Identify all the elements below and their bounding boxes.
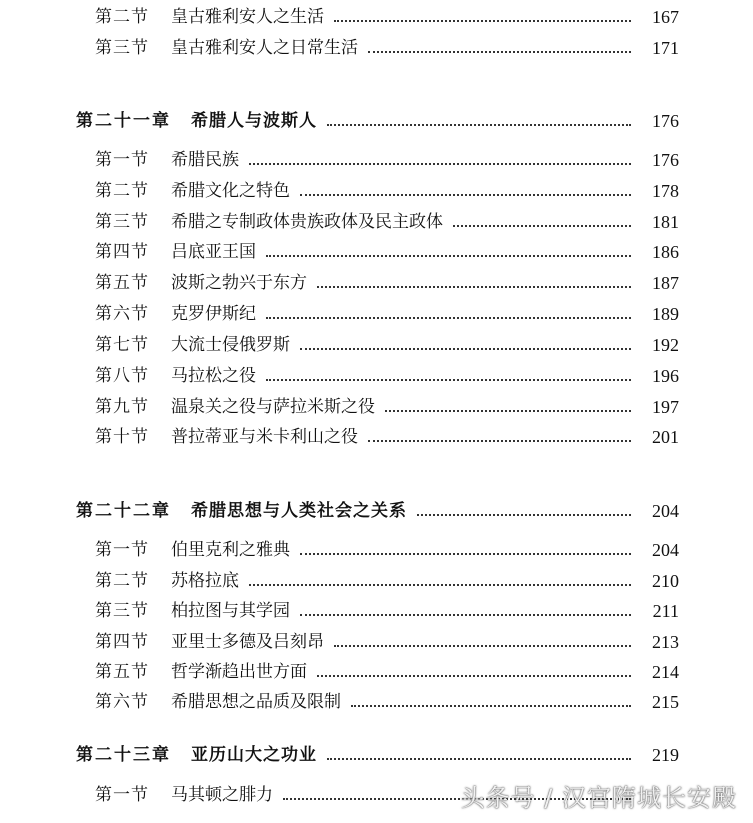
toc-section-row: [0, 627, 753, 653]
section-label: 第四节: [95, 242, 149, 262]
section-title: 希腊民族: [171, 150, 239, 170]
toc-chapter-row: [0, 106, 753, 132]
page-number: 176: [652, 150, 679, 170]
dot-leader: [368, 439, 631, 442]
toc-section-row: [0, 299, 753, 325]
dot-leader: [368, 50, 631, 53]
dot-leader: [317, 674, 631, 677]
dot-leader: [266, 254, 631, 257]
section-title: 希腊思想之品质及限制: [171, 692, 341, 712]
toc-section-row: [0, 535, 753, 561]
dot-leader: [334, 644, 631, 647]
section-label: 第三节: [95, 212, 149, 232]
toc-section-row: [0, 176, 753, 202]
section-label: 第二节: [95, 571, 149, 591]
page-number: 192: [652, 335, 679, 355]
section-label: 第五节: [95, 662, 149, 682]
watermark-text: 头条号 / 汉宫隋城长安殿: [460, 784, 737, 812]
dot-leader: [300, 347, 631, 350]
section-title: 普拉蒂亚与米卡利山之役: [171, 427, 358, 447]
section-label: 第三节: [95, 601, 149, 621]
dot-leader: [334, 19, 631, 22]
page-number: 204: [652, 540, 679, 560]
page-number: 211: [652, 601, 679, 621]
chapter-title: 亚历山大之功业: [191, 745, 317, 765]
section-label: 第一节: [95, 150, 149, 170]
section-title: 希腊文化之特色: [171, 181, 290, 201]
section-label: 第十节: [95, 427, 149, 447]
chapter-label: 第二十一章: [76, 111, 171, 131]
section-label: 第一节: [95, 785, 149, 805]
toc-section-row: [0, 237, 753, 263]
toc-section-row: [0, 330, 753, 356]
section-label: 第七节: [95, 335, 149, 355]
page-number: 201: [652, 427, 679, 447]
page-number: 196: [652, 366, 679, 386]
page-number: 215: [652, 692, 679, 712]
section-title: 吕底亚王国: [171, 242, 256, 262]
dot-leader: [249, 162, 631, 165]
section-title: 克罗伊斯纪: [171, 304, 256, 324]
chapter-title: 希腊人与波斯人: [191, 111, 317, 131]
section-title: 皇古雅利安人之生活: [171, 7, 324, 27]
dot-leader: [266, 316, 631, 319]
section-title: 波斯之勃兴于东方: [171, 273, 307, 293]
toc-section-row: [0, 361, 753, 387]
toc-chapter-row: [0, 496, 753, 522]
page-number: 219: [652, 745, 679, 765]
section-title: 温泉关之役与萨拉米斯之役: [171, 397, 375, 417]
toc-section-row: [0, 268, 753, 294]
dot-leader: [300, 613, 631, 616]
page-number: 214: [652, 662, 679, 682]
section-title: 希腊之专制政体贵族政体及民主政体: [171, 212, 443, 232]
section-label: 第六节: [95, 304, 149, 324]
dot-leader: [249, 583, 631, 586]
section-title: 伯里克利之雅典: [171, 540, 290, 560]
toc-section-row: [0, 596, 753, 622]
section-title: 苏格拉底: [171, 571, 239, 591]
page-number: 167: [652, 7, 679, 27]
toc-section-row: [0, 145, 753, 171]
dot-leader: [300, 552, 631, 555]
page-number: 213: [652, 632, 679, 652]
toc-section-row: [0, 566, 753, 592]
section-label: 第九节: [95, 397, 149, 417]
toc-section-row: [0, 687, 753, 713]
page-number: 186: [652, 242, 679, 262]
dot-leader: [300, 193, 631, 196]
dot-leader: [317, 285, 631, 288]
section-title: 皇古雅利安人之日常生活: [171, 38, 358, 58]
section-label: 第四节: [95, 632, 149, 652]
dot-leader: [327, 123, 631, 126]
toc-section-row: [0, 207, 753, 233]
section-title: 大流士侵俄罗斯: [171, 335, 290, 355]
section-label: 第二节: [95, 181, 149, 201]
toc-chapter-row: [0, 740, 753, 766]
section-label: 第八节: [95, 366, 149, 386]
page-number: 176: [652, 111, 679, 131]
dot-leader: [417, 513, 631, 516]
page-number: 197: [652, 397, 679, 417]
page-number: 181: [652, 212, 679, 232]
toc-section-row: [0, 2, 753, 28]
page-number: 189: [652, 304, 679, 324]
page-number: 187: [652, 273, 679, 293]
page-number: 210: [652, 571, 679, 591]
dot-leader: [385, 409, 631, 412]
toc-section-row: [0, 33, 753, 59]
section-label: 第六节: [95, 692, 149, 712]
dot-leader: [266, 378, 631, 381]
page-number: 178: [652, 181, 679, 201]
section-label: 第一节: [95, 540, 149, 560]
dot-leader: [327, 757, 631, 760]
chapter-title: 希腊思想与人类社会之关系: [191, 501, 407, 521]
section-label: 第五节: [95, 273, 149, 293]
dot-leader: [351, 704, 631, 707]
section-title: 马其顿之腓力: [171, 785, 273, 805]
section-title: 马拉松之役: [171, 366, 256, 386]
chapter-label: 第二十二章: [76, 501, 171, 521]
section-title: 柏拉图与其学园: [171, 601, 290, 621]
toc-section-row: [0, 657, 753, 683]
section-title: 亚里士多德及吕刻昂: [171, 632, 324, 652]
toc-section-row: [0, 422, 753, 448]
dot-leader: [453, 224, 631, 227]
section-title: 哲学渐趋出世方面: [171, 662, 307, 682]
page-number: 171: [652, 38, 679, 58]
chapter-label: 第二十三章: [76, 745, 171, 765]
toc-section-row: [0, 392, 753, 418]
section-label: 第三节: [95, 38, 149, 58]
page-number: 204: [652, 501, 679, 521]
section-label: 第二节: [95, 7, 149, 27]
